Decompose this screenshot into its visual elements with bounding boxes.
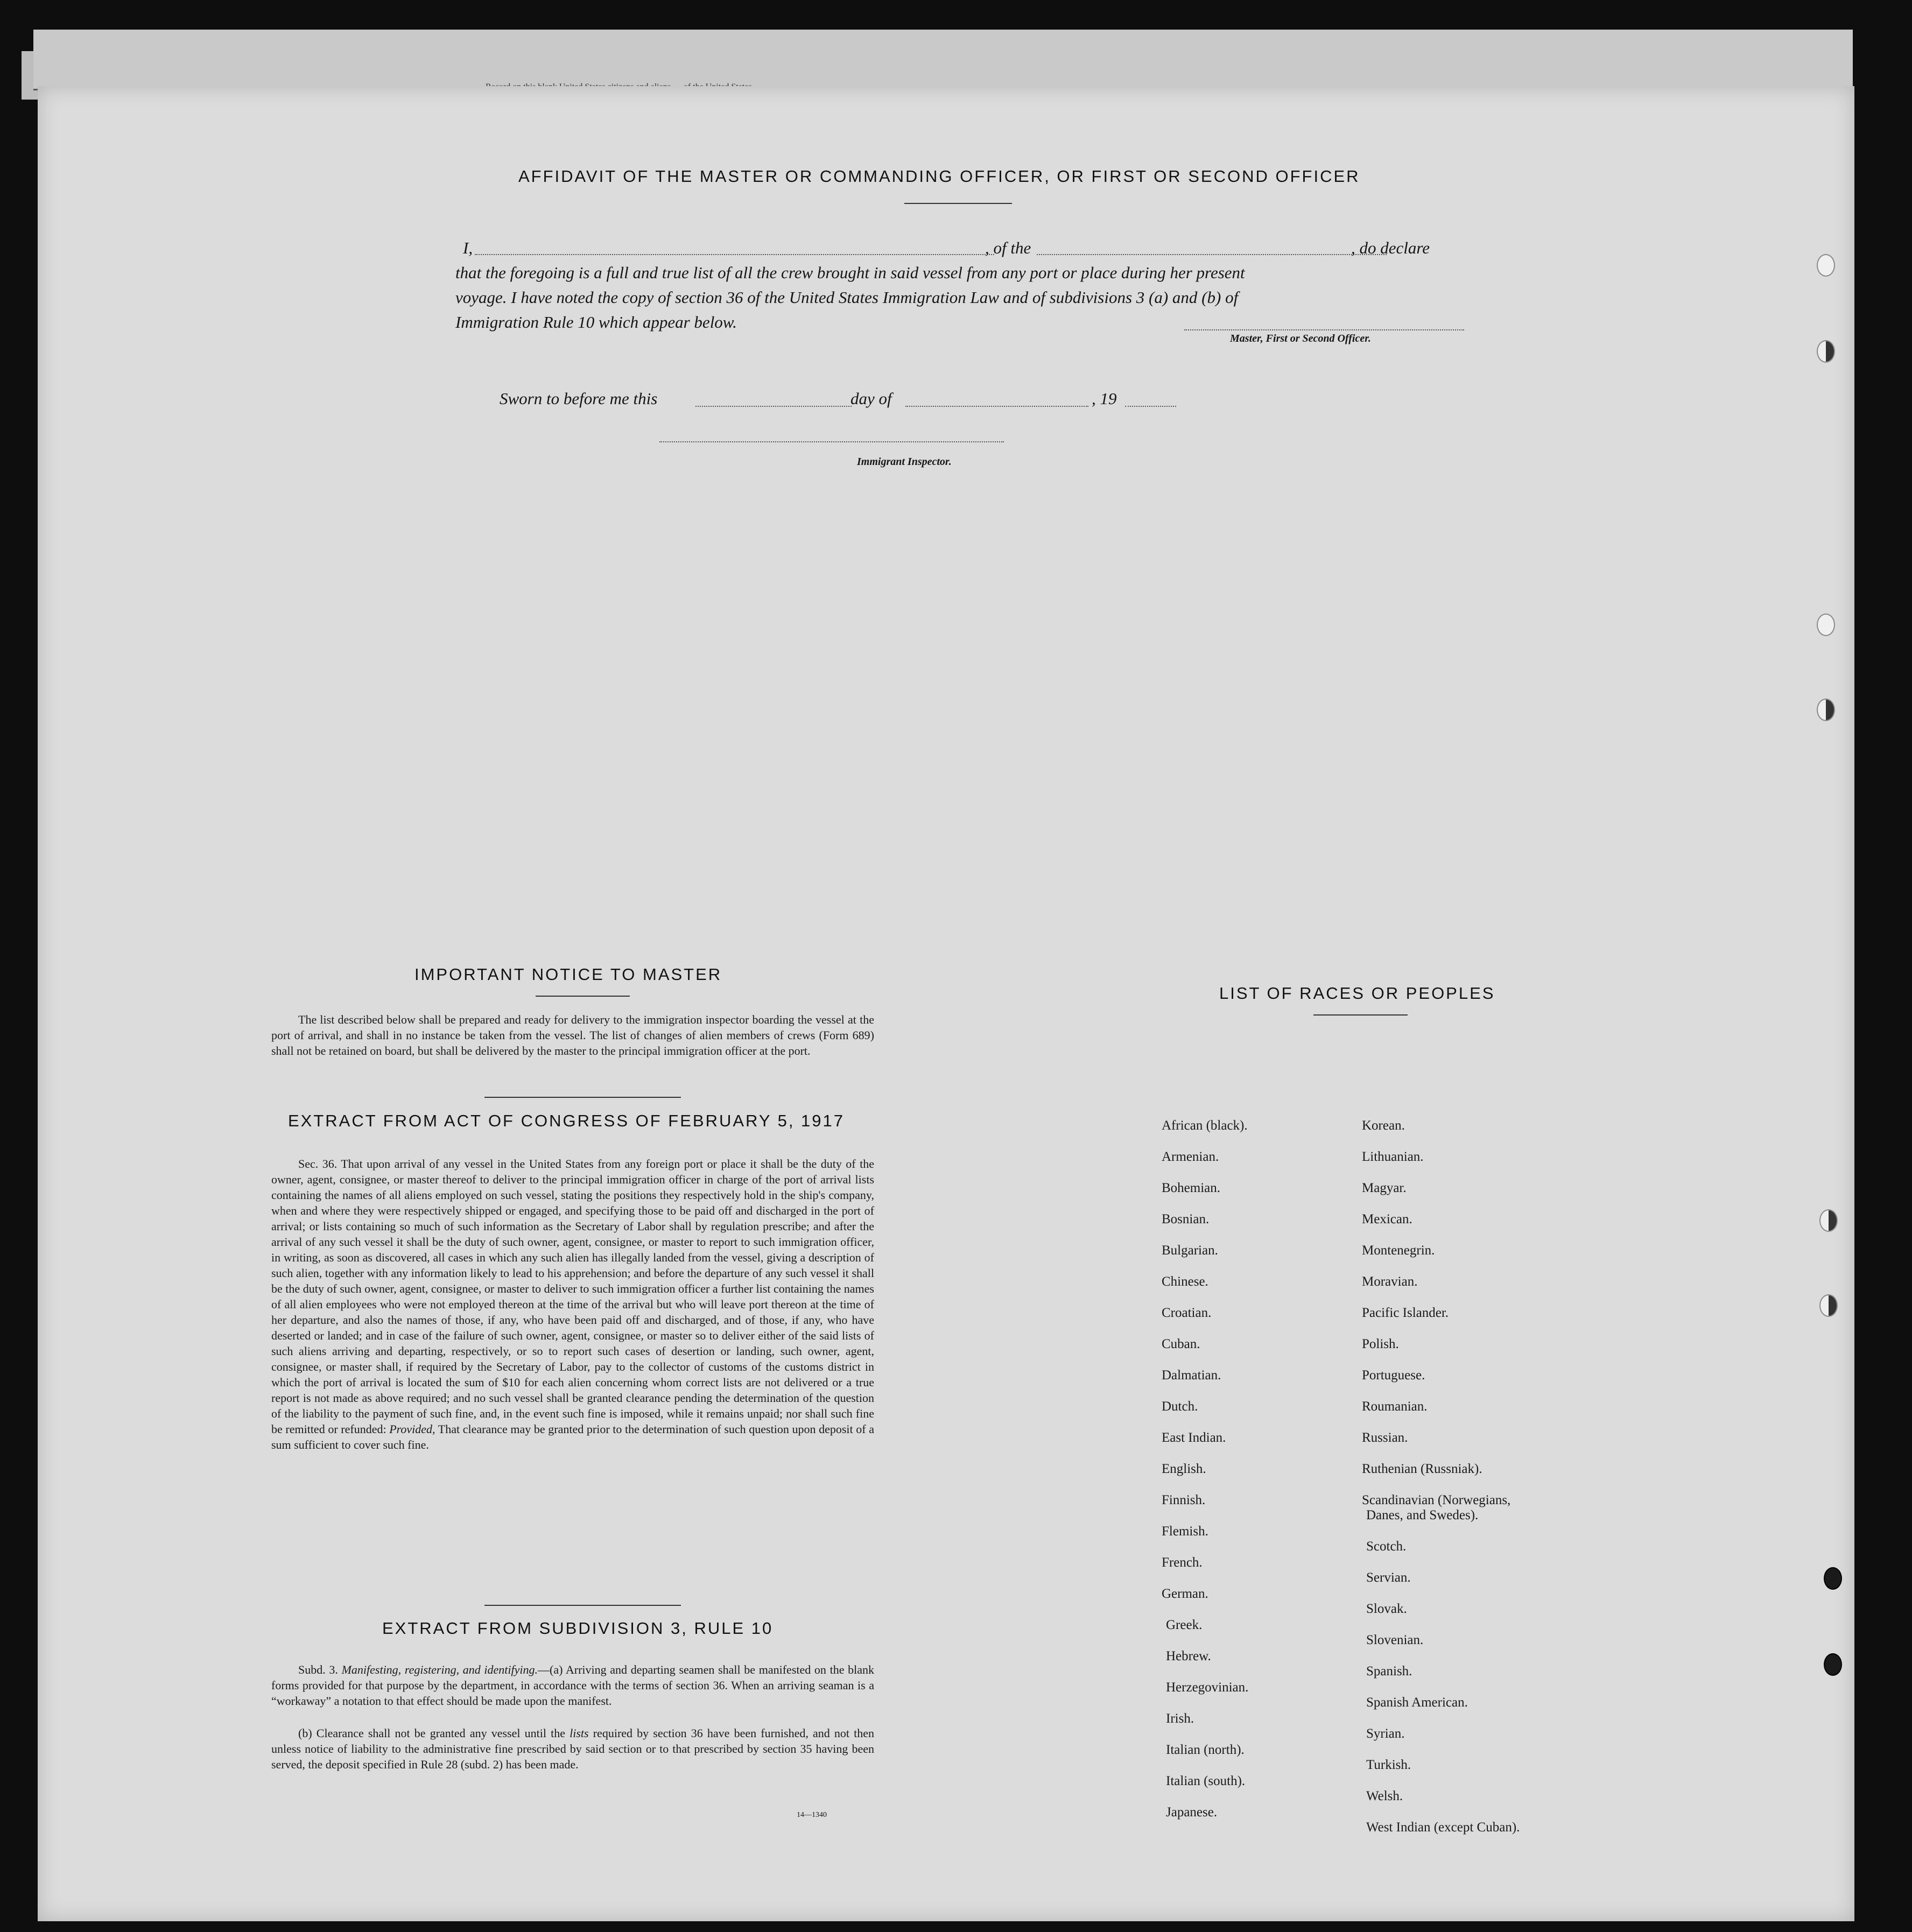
form-number: 14—1340 [797, 1811, 827, 1819]
affidavit-line-3: Immigration Rule 10 which appear below. [455, 313, 737, 332]
race-item: Lithuanian. [1362, 1150, 1424, 1164]
punch-hole [1824, 1653, 1842, 1676]
race-item: Bohemian. [1162, 1181, 1221, 1195]
race-item: Hebrew. [1166, 1649, 1211, 1663]
race-item: Italian (south). [1166, 1774, 1246, 1788]
race-item: Dalmatian. [1162, 1368, 1221, 1383]
affiant-name-line[interactable] [475, 254, 994, 255]
para-b-start: (b) Clearance shall not be granted any vessel until the [298, 1726, 565, 1740]
affidavit-declare-label: , do declare [1351, 238, 1430, 257]
race-item: Danes, and Swedes). [1366, 1508, 1479, 1522]
race-item: Flemish. [1162, 1524, 1208, 1539]
document-page [38, 86, 1854, 1921]
race-item: Turkish. [1366, 1758, 1411, 1772]
underlying-sheet-top [33, 30, 1853, 90]
punch-hole [1819, 1209, 1838, 1232]
proviso-text: That clearance may be granted prior to the determination of such question upon deposit of a sum sufficient to cover such fine. [271, 1422, 874, 1451]
punch-hole [1817, 254, 1835, 277]
race-item: Servian. [1366, 1570, 1411, 1585]
race-item: Cuban. [1162, 1337, 1200, 1351]
race-item: Greek. [1166, 1618, 1203, 1632]
subd-label: Subd. 3. [298, 1663, 338, 1676]
extract-act-text [271, 1156, 874, 1452]
vessel-name-line[interactable] [1037, 254, 1387, 255]
punch-hole [1817, 699, 1835, 721]
affidavit-i-label: I, [463, 238, 473, 257]
race-item: Spanish American. [1366, 1695, 1468, 1710]
race-item: Japanese. [1166, 1805, 1218, 1820]
proviso-label: Provided, [389, 1422, 435, 1436]
race-item: Welsh. [1366, 1789, 1403, 1803]
race-item: Bulgarian. [1162, 1243, 1218, 1258]
notice-title: IMPORTANT NOTICE TO MASTER [414, 965, 722, 984]
race-item: Pacific Islander. [1362, 1306, 1449, 1320]
race-item: African (black). [1162, 1118, 1248, 1133]
extract-act-rule [484, 1605, 681, 1606]
sworn-year-line[interactable] [1125, 406, 1176, 407]
race-item: Montenegrin. [1362, 1243, 1435, 1258]
sworn-month-line[interactable] [905, 406, 1088, 407]
race-item: Chinese. [1162, 1274, 1208, 1289]
race-item: German. [1162, 1587, 1208, 1601]
race-item: Armenian. [1162, 1150, 1219, 1164]
subd-heading: Manifesting, registering, and identifying. [341, 1663, 538, 1676]
races-title-rule [1313, 1014, 1408, 1016]
subd-para-a: —(a) Arriving and departing seamen shall be manifested on the blank forms provided for that purpose by the department, in accordance with the terms of section 36. When an arriving seaman is a “workaway” a notation to that effect should be made upon the manifest. [271, 1663, 874, 1708]
sworn-label: Sworn to before me this [500, 389, 658, 408]
race-item: Irish. [1166, 1711, 1194, 1726]
races-title: LIST OF RACES OR PEOPLES [1219, 984, 1495, 1003]
race-item: Ruthenian (Russniak). [1362, 1462, 1482, 1476]
race-item: Scandinavian (Norwegians, [1362, 1493, 1511, 1507]
race-item: Bosnian. [1162, 1212, 1210, 1226]
extract-rule-title: EXTRACT FROM SUBDIVISION 3, RULE 10 [382, 1619, 774, 1638]
race-item: Korean. [1362, 1118, 1405, 1133]
race-item: West Indian (except Cuban). [1366, 1820, 1520, 1835]
affidavit-line-1: that the foregoing is a full and true list of all the crew brought in said vessel from any port or place during her present [455, 263, 1245, 282]
race-item: Dutch. [1162, 1399, 1198, 1414]
inspector-signature-line[interactable] [659, 441, 1004, 442]
master-signature-line[interactable] [1184, 329, 1464, 330]
race-item: Magyar. [1362, 1181, 1407, 1195]
race-item: Finnish. [1162, 1493, 1206, 1507]
race-item: French. [1162, 1555, 1203, 1570]
race-item: Roumanian. [1362, 1399, 1428, 1414]
sec-label: Sec. 36. [298, 1157, 338, 1171]
master-signature-caption: Master, First or Second Officer. [1230, 333, 1371, 344]
race-item: Russian. [1362, 1430, 1408, 1445]
punch-hole [1817, 614, 1835, 636]
race-item: Scotch. [1366, 1539, 1407, 1554]
notice-title-rule [536, 996, 630, 997]
affidavit-line-2: voyage. I have noted the copy of section 36 of the United States Immigration Law and of subdivisions 3 (a) and (b) of [455, 288, 1239, 307]
race-item: Italian (north). [1166, 1743, 1245, 1757]
day-of-label: day of [850, 389, 892, 408]
race-item: Slovenian. [1366, 1633, 1424, 1647]
inspector-caption: Immigrant Inspector. [857, 456, 952, 468]
race-item: Portuguese. [1362, 1368, 1425, 1383]
punch-hole [1824, 1567, 1842, 1590]
race-item: Herzegovinian. [1166, 1680, 1249, 1695]
race-item: English. [1162, 1462, 1206, 1476]
affidavit-title-rule [904, 203, 1012, 204]
year-label: , 19 [1092, 389, 1117, 408]
affidavit-of-the-label: , of the [985, 238, 1031, 257]
notice-text: The list described below shall be prepared and ready for delivery to the immigration inspector boarding the vessel at the port of arrival, and shall in no instance be taken from the vessel. The list of changes of alien members of crews (Form 689) shall not be retained on board, but shall be delivered by the master to the principal immigration officer at the port. [271, 1013, 874, 1057]
race-item: Moravian. [1362, 1274, 1418, 1289]
sec-36-text: That upon arrival of any vessel in the United States from any foreign port or place it shall be the duty of the owner, agent, consignee, or master thereof to deliver to the principal immigration officer in charge of the port of arrival lists containing the names of all aliens employed on such vessel, stating the positions they respectively hold in the ship's company, when and where they were respectively shipped or engaged, and specifying those to be paid off and discharged in the port of arrival; or lists containing so much of such information as the Secretary of Labor shall by regulation prescribe; and after the arrival of any such vessel it shall be the duty of such owner, agent, consignee, or master to report to such immigration officer, in writing, as soon as discovered, all cases in which any such alien has illegally landed from the vessel, giving a description of such alien, together with any information likely to lead to his apprehension; and before the departure of any such vessel it shall be the duty of such owner, agent, consignee, or master to deliver to such immigration officer a further list containing the names of all alien employees who were not employed thereon at the time of the arrival but who will leave port thereon at the time of her departure, and also the names of those, if any, who have been paid off and discharged, and of those, if any, who have deserted or landed; and in case of the failure of such owner, agent, consignee, or master so to deliver either of the said lists of such aliens arriving and departing, respectively, or so to report such cases of desertion or landing, such owner, agent, consignee, or master shall, if required by the Secretary of Labor, pay to the collector of customs of the customs district in which the port of arrival is located the sum of $10 for each alien concerning whom correct lists are not delivered or a true report is not made as above required; and no such vessel shall be granted clearance pending the determination of the question of the liability to the payment of such fine, and, in the event such fine is imposed, while it remains unpaid; nor shall such fine be remitted or refunded: [271, 1157, 875, 1436]
race-item: Polish. [1362, 1337, 1399, 1351]
race-item: East Indian. [1162, 1430, 1226, 1445]
para-b-lists: lists [570, 1726, 589, 1740]
punch-hole [1819, 1294, 1838, 1317]
race-item: Spanish. [1366, 1664, 1412, 1679]
race-item: Slovak. [1366, 1602, 1407, 1616]
notice-rule [484, 1097, 681, 1098]
rule-para-a [271, 1662, 874, 1709]
para-b-end: required by section 36 have been furnished, and not then unless notice of liability to the administrative fine prescribed by said section or to that prescribed by section 35 having been served, the deposit specified in Rule 28 (subd. 2) has been made. [271, 1726, 874, 1771]
race-item: Mexican. [1362, 1212, 1412, 1226]
rule-para-b [271, 1725, 874, 1772]
extract-act-title: EXTRACT FROM ACT OF CONGRESS OF FEBRUARY 5, 1917 [288, 1111, 845, 1130]
punch-hole [1817, 340, 1835, 363]
affidavit-title: AFFIDAVIT OF THE MASTER OR COMMANDING OFFICER, OR FIRST OR SECOND OFFICER [518, 167, 1360, 186]
race-item: Croatian. [1162, 1306, 1212, 1320]
race-item: Syrian. [1366, 1726, 1405, 1741]
sworn-day-line[interactable] [695, 406, 852, 407]
